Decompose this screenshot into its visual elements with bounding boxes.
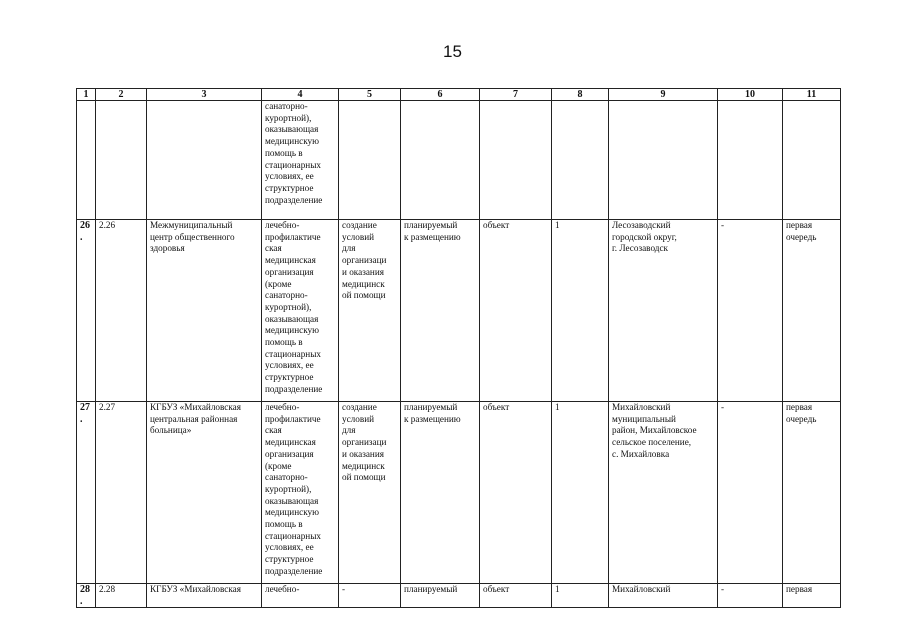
object-purpose: создание условий для организаци и оказания медицинск ой помощи (339, 402, 401, 584)
column-header: 5 (339, 89, 401, 101)
object-status: планируемый (401, 584, 480, 608)
object-code: 2.26 (96, 220, 147, 402)
row-number: 28. (77, 584, 96, 608)
object-status: планируемый к размещению (401, 220, 480, 402)
object-name: КГБУЗ «Михайловская центральная районная больница» (147, 402, 262, 584)
object-name: Межмуниципальный центр общественного здоровья (147, 220, 262, 402)
column-header: 6 (401, 89, 480, 101)
object-col10: - (718, 402, 783, 584)
object-name (147, 101, 262, 220)
object-stage (783, 101, 841, 220)
object-purpose: создание условий для организаци и оказания медицинск ой помощи (339, 220, 401, 402)
object-col10: - (718, 220, 783, 402)
object-location: Лесозаводский городской округ, г. Лесозаводск (609, 220, 718, 402)
column-header: 8 (552, 89, 609, 101)
register-table (76, 88, 841, 608)
object-type: лечебно- (262, 584, 339, 608)
object-kind: объект (480, 220, 552, 402)
header-row (77, 89, 841, 101)
row-number (77, 101, 96, 220)
object-kind (480, 101, 552, 220)
object-stage: первая очередь (783, 220, 841, 402)
column-header: 2 (96, 89, 147, 101)
object-location: Михайловский муниципальный район, Михайловское сельское поселение, с. Михайловка (609, 402, 718, 584)
row-number: 27. (77, 402, 96, 584)
object-count: 1 (552, 402, 609, 584)
table-row (77, 220, 841, 402)
column-header: 4 (262, 89, 339, 101)
object-col10 (718, 101, 783, 220)
table-row (77, 402, 841, 584)
column-header: 11 (783, 89, 841, 101)
object-location: Михайловский (609, 584, 718, 608)
row-number: 26. (77, 220, 96, 402)
object-status: планируемый к размещению (401, 402, 480, 584)
column-header: 3 (147, 89, 262, 101)
object-code: 2.27 (96, 402, 147, 584)
object-kind: объект (480, 402, 552, 584)
column-header: 10 (718, 89, 783, 101)
object-stage: первая (783, 584, 841, 608)
column-header: 9 (609, 89, 718, 101)
object-code (96, 101, 147, 220)
object-code: 2.28 (96, 584, 147, 608)
object-type: лечебно- профилактиче ская медицинская организация (кроме санаторно- курортной), оказывающая медицинскую помощь в стационарных условиях, ее структурное подразделение (262, 402, 339, 584)
object-count (552, 101, 609, 220)
object-kind: объект (480, 584, 552, 608)
object-purpose (339, 101, 401, 220)
object-type: лечебно- профилактиче ская медицинская организация (кроме санаторно- курортной), оказывающая медицинскую помощь в стационарных условиях, ее структурное подразделение (262, 220, 339, 402)
object-purpose: - (339, 584, 401, 608)
object-count: 1 (552, 584, 609, 608)
column-header: 1 (77, 89, 96, 101)
object-stage: первая очередь (783, 402, 841, 584)
object-name: КГБУЗ «Михайловская (147, 584, 262, 608)
object-count: 1 (552, 220, 609, 402)
page-number: 15 (443, 42, 462, 61)
object-status (401, 101, 480, 220)
table-row (77, 584, 841, 608)
table-row (77, 101, 841, 220)
object-type: санаторно- курортной), оказывающая медицинскую помощь в стационарных условиях, ее структурное подразделение (262, 101, 339, 220)
object-col10: - (718, 584, 783, 608)
column-header: 7 (480, 89, 552, 101)
object-location (609, 101, 718, 220)
